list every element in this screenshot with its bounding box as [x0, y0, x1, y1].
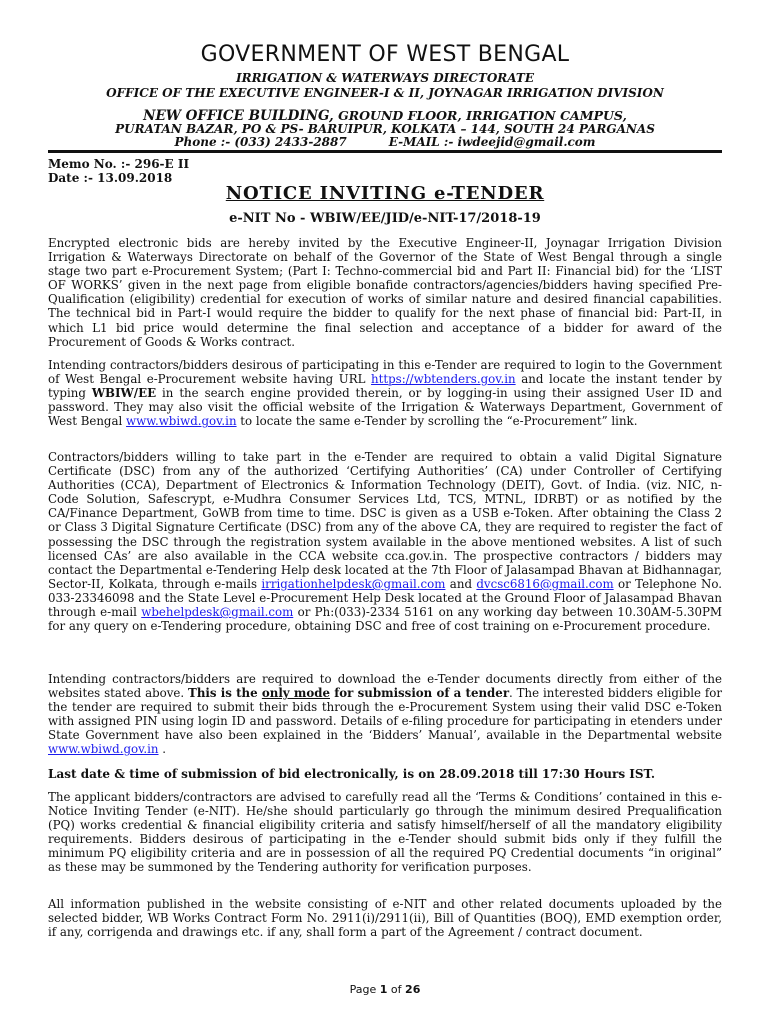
- page-total: 26: [405, 983, 421, 996]
- paragraph-download: [48, 672, 722, 757]
- wbiwd-link[interactable]: www.wbiwd.gov.in: [126, 414, 237, 429]
- emphasis-text: This is the: [188, 686, 262, 701]
- dvcsc-email-link[interactable]: dvcsc6816@gmail.com: [476, 576, 614, 591]
- last-date-notice: Last date & time of submission of bid electronically, is on 28.09.2018 till 17:30 Hours IST.: [48, 767, 656, 781]
- directorate-line: IRRIGATION & WATERWAYS DIRECTORATE: [236, 71, 534, 85]
- government-title: GOVERNMENT OF WEST BENGAL: [200, 42, 570, 67]
- paragraph-terms: The applicant bidders/contractors are advised to carefully read all the ‘Terms & Conditions’ contained in this e-Notice Inviting Tender (e-NIT). He/she should particularly go through the minimum desired Prequalification (PQ) works credential & financial eligibility criteria and satisfy himself/herself of all the mandatory eligibility requirements. Bidders desirous of participating in the e-Tender should submit bids only if they fulfill the minimum PQ eligibility criteria and are in possession of all the required PQ Credential documents “in original” as these may be summoned by the Tendering authority for verification purposes.: [48, 790, 722, 875]
- text-run: Intending contractors/bidders desirous of participating in this e-Tender are required to login to the Government of West Bengal e-Procurement website having URL: [48, 358, 722, 387]
- address-floor: GROUND FLOOR, IRRIGATION CAMPUS,: [333, 108, 627, 123]
- notice-title: [0, 183, 770, 204]
- paragraph-login: [48, 358, 722, 428]
- text-run: or Telephone No. 033-23346098 and the State Level e-Procurement Help Desk located at the Ground Floor of Jalasampad Bhavan through e-mail: [48, 576, 722, 620]
- text-run: and locate the instant tender by typing: [48, 372, 723, 401]
- text-run: . The interested bidders eligible for the tender are required to submit their bids through the e-Procurement System using their valid DSC e-Token with assigned PIN using login ID and password. Details of e-filing procedure for participating in etenders under State Government have also been explained in the ‘Bidders’ Manual’, available in the Departmental website: [48, 686, 722, 743]
- paragraph-dsc: [48, 450, 722, 633]
- address-line-1: [0, 109, 770, 123]
- email-text: E-MAIL :- iwdeejid@gmail.com: [388, 135, 596, 149]
- text-run: .: [158, 742, 167, 757]
- wbtenders-link[interactable]: https://wbtenders.gov.in: [371, 372, 516, 387]
- address-building: NEW OFFICE BUILDING,: [143, 108, 334, 124]
- text-run: to locate the same e-Tender by scrolling the “e-Procurement” link.: [236, 414, 638, 429]
- phone-text: Phone :- (033) 2433-2887: [174, 135, 347, 149]
- paragraph-intro: Encrypted electronic bids are hereby invited by the Executive Engineer-II, Joynagar Irrigation Division Irrigation & Waterways Directorate on behalf of the Governor of the State of West Bengal through a single stage two part e-Procurement System; (Part I: Techno-commercial bid and Part II: Financial bid) for the ‘LIST OF WORKS’ given in the next page from eligible bonafide contractors/agencies/bidders having specified Pre-Qualification (eligibility) credential for execution of works of similar nature and desired financial capabilities. The technical bid in Part-I would require the bidder to qualify for the next phase of financial bid: Part-II, in which L1 bid price would determine the final selection and acceptance of a bidder for award of the Procurement of Goods & Works contract.: [48, 236, 722, 349]
- wbehelpdesk-email-link[interactable]: wbehelpdesk@gmail.com: [141, 605, 294, 620]
- enit-number: e-NIT No - WBIW/EE/JID/e-NIT-17/2018-19: [229, 211, 541, 226]
- memo-number: Memo No. :- 296-E II: [48, 157, 190, 171]
- wbiwd-link-2[interactable]: www.wbiwd.gov.in: [48, 742, 159, 757]
- search-keyword: WBIW/EE: [91, 386, 157, 401]
- paragraph-information: All information published in the website consisting of e-NIT and other related documents uploaded by the selected bidder, WB Works Contract Form No. 2911(i)/2911(ii), Bill of Quantities (BOQ), EMD exemption order, if any, corrigenda and drawings etc. if any, shall form a part of the Agreement / contract document.: [48, 897, 722, 940]
- footer-of-word: of: [387, 983, 406, 996]
- header-divider: [48, 150, 722, 153]
- page-footer: [0, 983, 770, 996]
- page-number: 1: [379, 983, 388, 996]
- text-run: Contractors/bidders willing to take part in the e-Tender are required to obtain a valid Digital Signature Certificate (DSC) from any of the authorized ‘Certifying Authorities’ (CA) under Controller of Certifying Authorities (CCA), Department of Electronics & Information Technology (DEIT), Govt. of India. (viz. NIC, n-Code Solution, Safescrypt, e-Mudhra Consumer Services Ltd, TCS, MTNL, IDRBT) or as notified by the CA/Finance Department, GoWB from time to time. DSC is given as a USB e-Token. After obtaining the Class 2 or Class 3 Digital Signature Certificate (DSC) from any of the above CA, they are required to register the fact of possessing the DSC through the registration system available in the above mentioned websites. A list of such licensed CAs’ are also available in the CCA website cca.gov.in. The prospective contractors / bidders may contact the Departmental e-Tendering Help desk located at the 7th Floor of Jalasampad Bhavan at Bidhannagar, Sector-II, Kolkata, through e-mails: [48, 450, 722, 591]
- notice-title-text: NOTICE INVITING e-TENDER: [225, 183, 545, 204]
- contact-line: [0, 135, 770, 149]
- text-run: in the search engine provided therein, or by logging-in using their assigned User ID and password. They may also visit the official website of the Irrigation & Waterways Department, Government of West Bengal: [48, 386, 722, 429]
- emphasis-underlined: only mode: [261, 686, 330, 701]
- text-run: and: [445, 576, 477, 591]
- office-line: OFFICE OF THE EXECUTIVE ENGINEER-I & II, JOYNAGAR IRRIGATION DIVISION: [106, 86, 664, 100]
- address-line-2: PURATAN BAZAR, PO & PS- BARUIPUR, KOLKATA – 144, SOUTH 24 PARGANAS: [115, 122, 655, 136]
- text-run: Intending contractors/bidders are required to download the e-Tender documents directly from either of the websites stated above.: [48, 672, 722, 701]
- irrigation-helpdesk-email-link[interactable]: irrigationhelpdesk@gmail.com: [261, 576, 446, 591]
- text-run: or Ph:(033)-2334 5161 on any working day between 10.30AM-5.30PM for any query on e-Tendering procedure, obtaining DSC and free of cost training on e-Procurement procedure.: [48, 605, 722, 634]
- footer-page-word: Page: [349, 983, 380, 996]
- emphasis-text: for submission of a tender: [330, 686, 510, 701]
- memo-date: Date :- 13.09.2018: [48, 171, 173, 185]
